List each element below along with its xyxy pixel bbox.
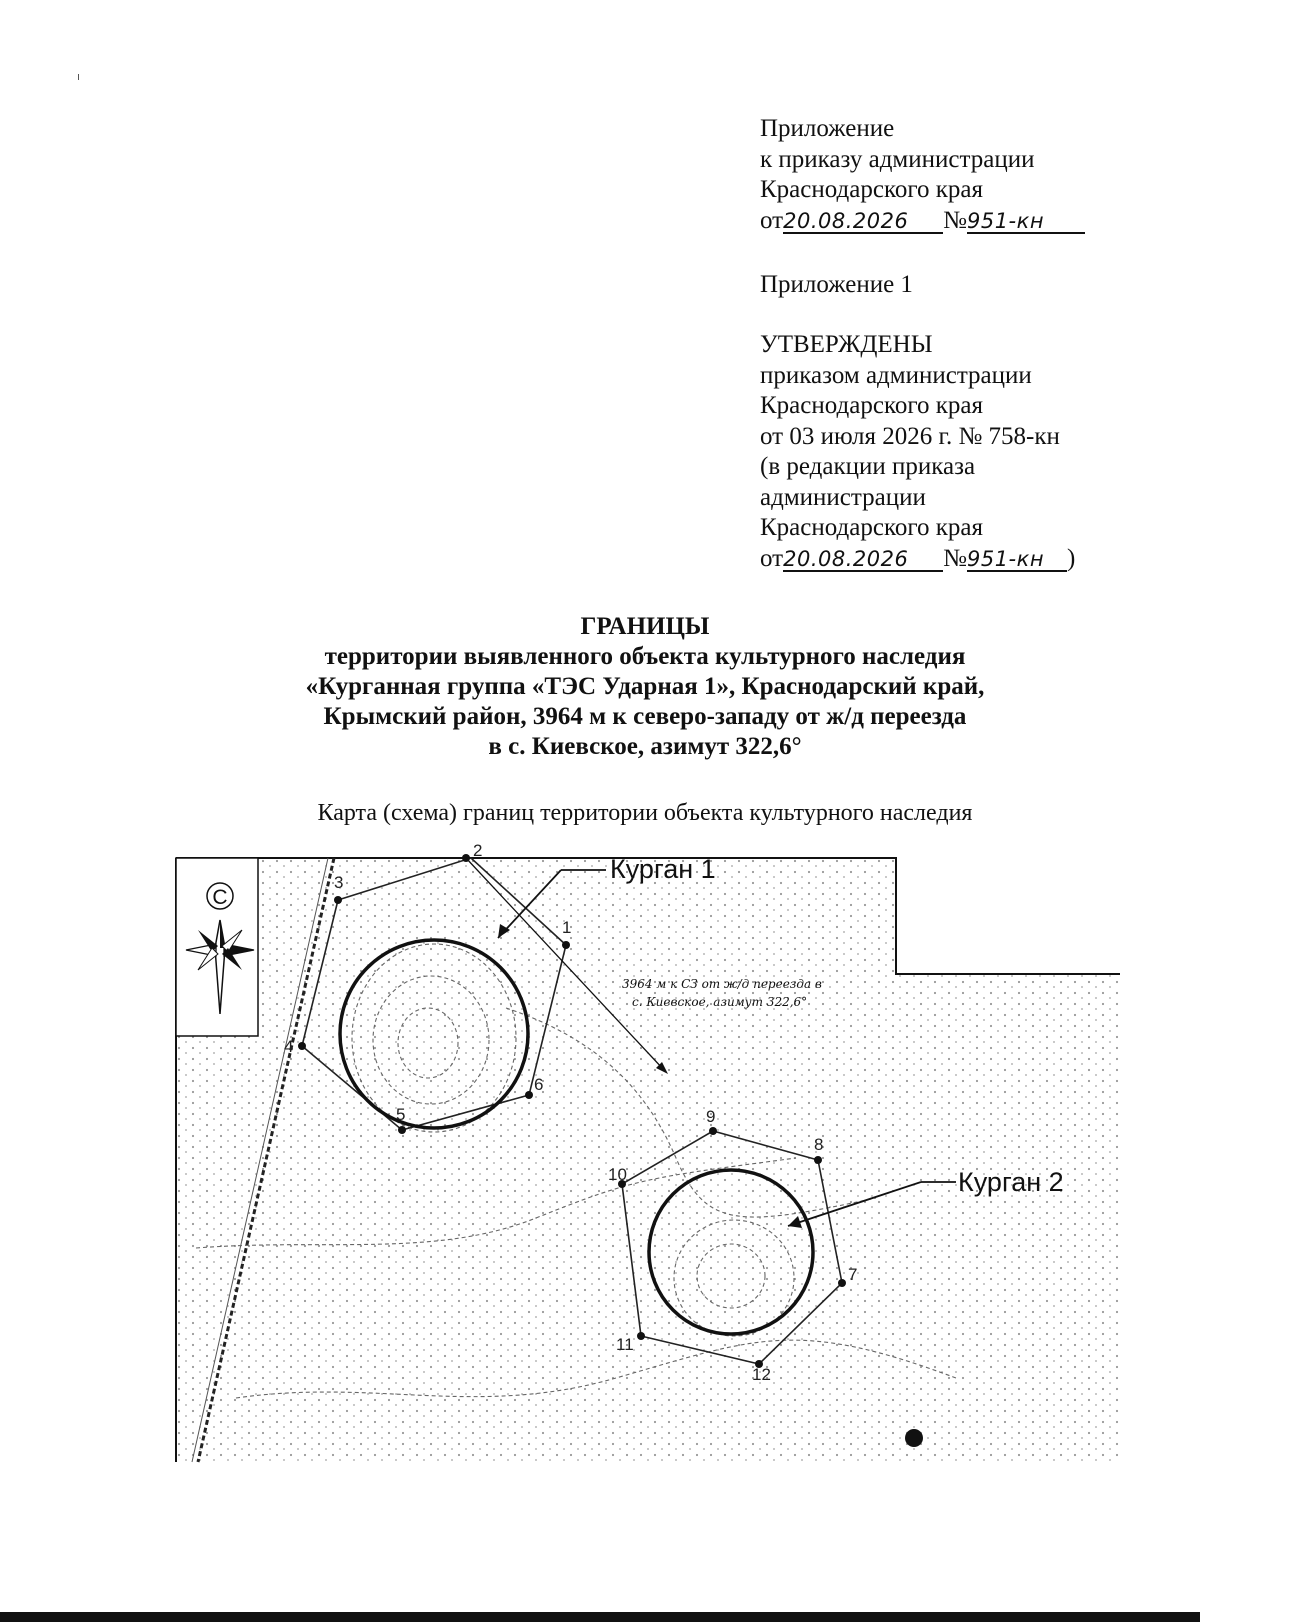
point-label-12: 12 (752, 1365, 771, 1384)
handwritten-number: 951-кн (967, 548, 1067, 572)
point-label-8: 8 (814, 1135, 824, 1154)
point-label-11: 11 (616, 1335, 634, 1354)
handwritten-date: 20.08.2026 (783, 210, 943, 234)
heading-line4: в с. Киевское, азимут 322,6° (488, 733, 802, 760)
approved-order-ref (760, 544, 1075, 575)
approved-block (760, 330, 1075, 574)
terrain-pattern (176, 858, 1120, 1462)
from-label: от (760, 206, 784, 234)
heading-title: ГРАНИЦЫ (580, 613, 710, 640)
handwritten-number: 951-кн (967, 210, 1085, 234)
point-label-2: 2 (473, 841, 483, 860)
point-label-9: 9 (706, 1107, 716, 1126)
from-label: от (760, 544, 784, 572)
document-heading (0, 612, 1290, 762)
heading-line2: «Курганная группа «ТЭС Ударная 1», Краснодарский край, (305, 673, 985, 700)
appendix-line3: Краснодарского края (760, 176, 983, 203)
point-label-10: 10 (608, 1165, 627, 1184)
appendix-order-ref (760, 206, 1085, 237)
azimuth-annotation-line1: 3964 м к СЗ от ж/д переезда в (622, 977, 822, 991)
handwritten-date: 20.08.2026 (783, 548, 943, 572)
kurgan-1-label: Курган 1 (610, 854, 716, 884)
scan-mark (78, 74, 79, 80)
point-label-7: 7 (848, 1265, 858, 1284)
approved-line4: (в редакции приказа (760, 453, 976, 480)
point-label-1: 1 (562, 918, 572, 937)
boundary-map (176, 841, 1120, 1462)
point-label-6: 6 (534, 1075, 544, 1094)
approved-line1: приказом администрации (760, 361, 1032, 389)
azimuth-annotation-line2: с. Киевское, азимут 322,6° (632, 995, 808, 1009)
number-sign: № (943, 206, 967, 234)
point-label-3: 3 (334, 873, 344, 892)
approved-line5: администрации (760, 483, 926, 511)
appendix-line2: к приказу администрации (760, 145, 1035, 173)
approved-title: УТВЕРЖДЕНЫ (760, 331, 933, 358)
approved-line3: от 03 июля 2026 г. № 758-кн (760, 422, 1060, 450)
ink-blot (905, 1429, 923, 1447)
map-subtitle: Карта (схема) границ территории объекта культурного наследия (317, 800, 973, 826)
number-sign: № (943, 544, 967, 572)
north-letter: С (212, 886, 228, 909)
appendix1-label: Приложение 1 (760, 271, 913, 298)
heading-line1: территории выявленного объекта культурного наследия (324, 643, 966, 670)
appendix-header (760, 114, 1085, 236)
kurgan-2-label: Курган 2 (958, 1167, 1064, 1197)
approved-line6: Краснодарского края (760, 514, 983, 541)
scan-edge-bar (0, 1612, 1200, 1622)
close-paren: ) (1066, 544, 1076, 572)
point-label-4: 4 (284, 1037, 294, 1056)
approved-line2: Краснодарского края (760, 392, 983, 419)
point-label-5: 5 (396, 1105, 406, 1124)
appendix-label: Приложение (760, 115, 895, 142)
heading-line3: Крымский район, 3964 м к северо-западу от ж/д переезда (323, 703, 967, 730)
